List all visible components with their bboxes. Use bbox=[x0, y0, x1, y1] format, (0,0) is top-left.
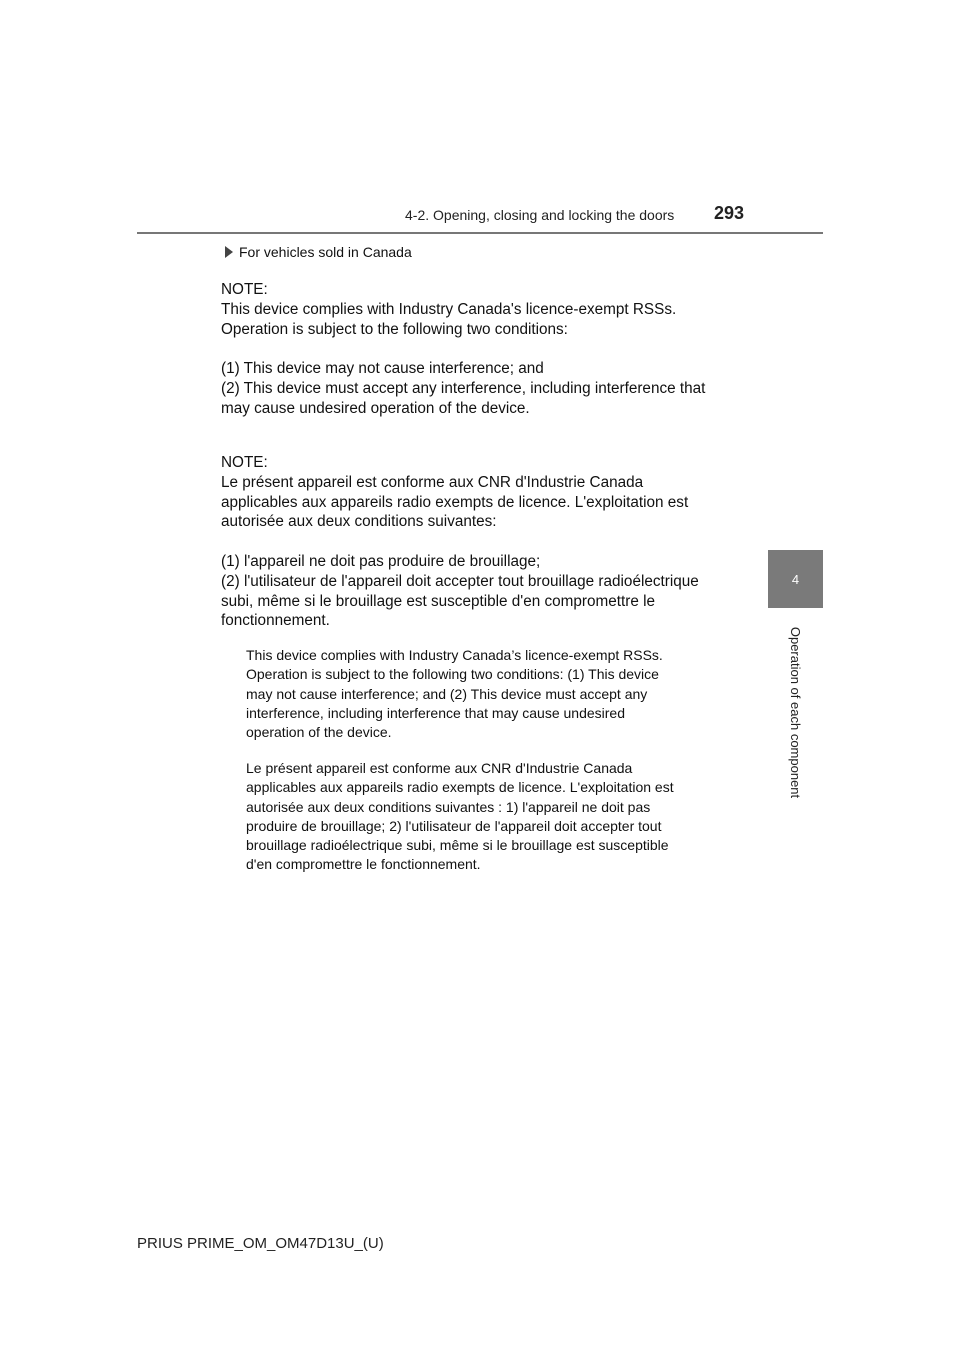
chapter-title: Operation of each component bbox=[788, 626, 803, 798]
chapter-number: 4 bbox=[791, 571, 800, 587]
inset-english bbox=[246, 646, 746, 742]
note-line: autorisée aux deux conditions suivantes: bbox=[221, 513, 497, 531]
inset-line: d'en compromettre le fonctionnement. bbox=[246, 856, 481, 873]
inset-line: interference, including interference that may cause undesired bbox=[246, 704, 625, 721]
note-line: NOTE: bbox=[221, 454, 268, 471]
inset-line: operation of the device. bbox=[246, 724, 392, 741]
note-line: This device complies with Industry Canada's licence-exempt RSSs. bbox=[221, 300, 677, 318]
chapter-tab bbox=[768, 550, 823, 608]
inset-line: This device complies with Industry Canada’s licence-exempt RSSs. bbox=[246, 647, 663, 663]
note-line: (1) l'appareil ne doit pas produire de brouillage; bbox=[221, 552, 541, 570]
inset-french bbox=[246, 759, 746, 875]
note-line: Operation is subject to the following two conditions: bbox=[221, 320, 568, 338]
note-english bbox=[221, 280, 751, 419]
inset-line: may not cause interference; and (2) This device must accept any bbox=[246, 685, 648, 702]
page-number: 293 bbox=[714, 203, 745, 223]
note-line: Le présent appareil est conforme aux CNR d'Industrie Canada bbox=[221, 473, 644, 491]
note-line: applicables aux appareils radio exempts de licence. L'exploitation est bbox=[221, 493, 689, 511]
inset-line: produire de brouillage; 2) l'utilisateur de l'appareil doit accepter tout bbox=[246, 817, 662, 834]
inset-line: Le présent appareil est conforme aux CNR d'Industrie Canada bbox=[246, 760, 633, 776]
subheading-text: For vehicles sold in Canada bbox=[239, 244, 412, 260]
inset-line: autorisée aux deux conditions suivantes : 1) l'appareil ne doit pas bbox=[246, 798, 651, 815]
triangle-bullet-icon bbox=[225, 246, 233, 258]
section-title: 4-2. Opening, closing and locking the doors bbox=[405, 207, 675, 223]
note-french bbox=[221, 453, 751, 631]
note-line: subi, même si le brouillage est susceptible d'en compromettre le bbox=[221, 592, 655, 610]
note-line: may cause undesired operation of the device. bbox=[221, 399, 530, 417]
note-line: (2) This device must accept any interference, including interference that bbox=[221, 379, 706, 397]
note-line: (1) This device may not cause interference; and bbox=[221, 360, 544, 378]
note-line: NOTE: bbox=[221, 281, 268, 298]
header-divider bbox=[137, 232, 823, 234]
document-id: PRIUS PRIME_OM_OM47D13U_(U) bbox=[137, 1235, 384, 1252]
inset-line: brouillage radioélectrique subi, même si le brouillage est susceptible bbox=[246, 837, 669, 854]
note-line: (2) l'utilisateur de l'appareil doit accepter tout brouillage radioélectrique bbox=[221, 572, 699, 590]
inset-line: applicables aux appareils radio exempts de licence. L'exploitation est bbox=[246, 779, 674, 796]
chapter-side-label bbox=[768, 612, 823, 812]
subheading bbox=[225, 244, 412, 260]
note-line: fonctionnement. bbox=[221, 612, 330, 630]
inset-line: Operation is subject to the following two conditions: (1) This device bbox=[246, 666, 659, 683]
